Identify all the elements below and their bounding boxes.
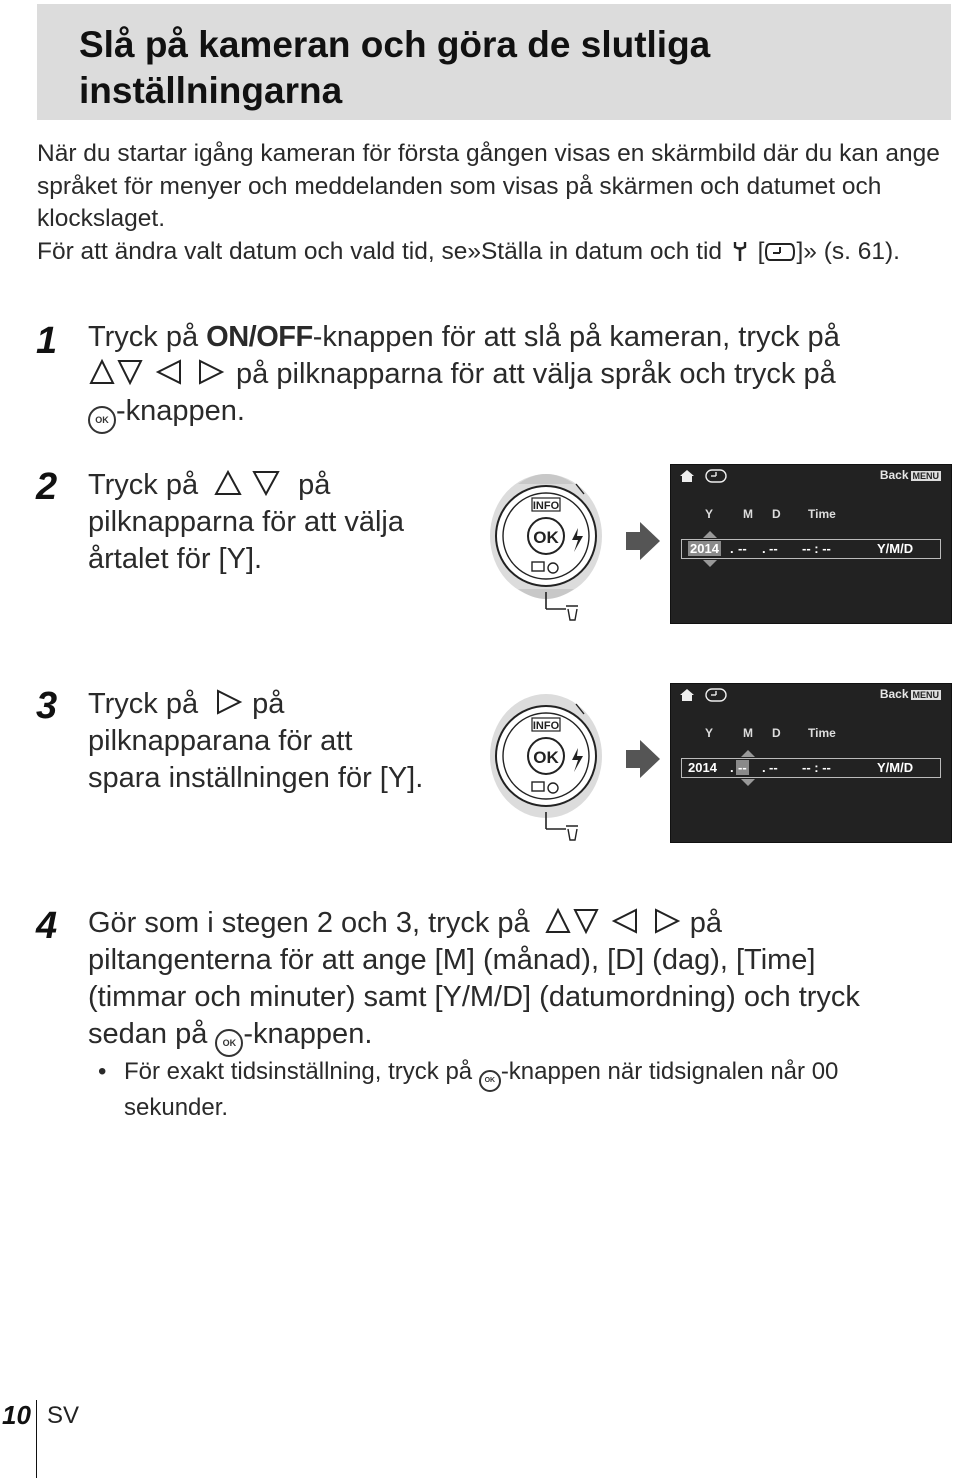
intro-paragraph-1: När du startar igång kameran för första gången visas en skärmbild där du kan ange språket för menyer och meddelanden som visas på skärmen och datumet och klockslaget. — [37, 140, 940, 232]
order-value: Y/M/D — [877, 541, 914, 556]
step-4-text: Gör som i stegen 2 och 3, tryck på på piltangenterna för att ange [M] (månad), [D] (dag), [Time] (timmar och minuter) samt [Y/M/D] (datumordning) och tryck sedan på OK -knappen. — [88, 905, 938, 1057]
intro-page-ref: ]» (s. 61). — [796, 237, 900, 265]
on-off-key: ON/OFF — [206, 321, 313, 353]
ok-button-icon: OK — [215, 1029, 243, 1057]
footer-divider — [36, 1400, 37, 1478]
intro-date-text: För att ändra valt datum och vald tid, se»Ställa in datum och tid — [37, 237, 723, 265]
next-arrow-icon-2 — [626, 740, 660, 778]
month-value: -- — [738, 541, 747, 556]
control-dial-2 — [488, 684, 610, 844]
back-label: Back MENU — [879, 468, 939, 482]
date-screen-2 — [670, 683, 952, 843]
clock-icon — [764, 241, 796, 263]
down-indicator-icon — [741, 779, 755, 786]
time-value: -- : -- — [802, 760, 831, 775]
home-icon — [679, 688, 695, 702]
date-row-1: 2014 . -- . -- -- : -- Y/M/D — [681, 539, 941, 559]
time-value: -- : -- — [802, 541, 831, 556]
step-1-number: 1 — [36, 320, 58, 362]
date-screen-1 — [670, 464, 952, 624]
intro-paragraph-2: För att ändra valt datum och vald tid, se»Ställa in datum och tid [ ]» (s. 61). — [37, 237, 900, 265]
down-indicator-icon — [703, 560, 717, 567]
day-value: -- — [769, 760, 778, 775]
step-3-text: Tryck på på pilknapparana för att spara inställningen för [Y]. — [88, 688, 424, 794]
language-code: SV — [47, 1402, 80, 1429]
step-1-text: Tryck på ON/OFF-knappen för att slå på kameran, tryck på på pilknapparna för att välja språk och tryck på OK -knappen. — [88, 319, 928, 434]
step-2-text: Tryck på på pilknapparna för att välja årtalet för [Y]. — [88, 469, 404, 575]
page-number: 10 — [2, 1400, 31, 1430]
up-down-arrows-icon — [212, 469, 292, 497]
svg-text:INFO: INFO — [532, 720, 560, 732]
control-dial-1 — [488, 464, 610, 624]
bullet-dot: • — [98, 1058, 107, 1085]
bullet-text: För exakt tidsinställning, tryck på OK -knappen när tidsignalen når 00 sekunder. — [124, 1058, 839, 1121]
step-4-number: 4 — [36, 905, 58, 947]
label-time: Time — [808, 726, 836, 740]
label-m: M — [743, 726, 753, 740]
order-value: Y/M/D — [877, 760, 914, 775]
step-3-number: 3 — [36, 685, 58, 727]
label-y: Y — [705, 507, 714, 521]
label-m: M — [743, 507, 753, 521]
clock-icon — [705, 688, 727, 702]
intro-text — [37, 138, 942, 268]
arrow-keys-icon — [88, 358, 228, 386]
label-time: Time — [808, 507, 836, 521]
right-arrow-icon — [212, 688, 246, 716]
year-value: 2014 — [688, 760, 717, 775]
ok-button-icon: OK — [88, 406, 116, 434]
next-arrow-icon-1 — [626, 522, 660, 560]
date-row-2: 2014 . -- . -- -- : -- Y/M/D — [681, 758, 941, 778]
day-value: -- — [769, 541, 778, 556]
home-icon — [679, 469, 695, 483]
month-value: -- — [738, 760, 747, 775]
svg-text:OK: OK — [533, 528, 559, 547]
label-y: Y — [705, 726, 714, 740]
back-label: Back MENU — [879, 687, 939, 701]
label-d: D — [772, 507, 781, 521]
wrench-icon — [732, 240, 748, 262]
year-value: 2014 — [690, 541, 719, 556]
up-indicator-icon — [741, 750, 755, 757]
arrow-keys-icon — [544, 907, 684, 935]
svg-text:OK: OK — [533, 748, 559, 767]
page-title: Slå på kameran och göra de slutliga inställningarna — [79, 24, 711, 111]
step-2-number: 2 — [36, 466, 58, 508]
menu-button-label: MENU — [912, 471, 939, 481]
menu-button-label: MENU — [912, 690, 939, 700]
up-indicator-icon — [703, 531, 717, 538]
ok-button-icon: OK — [479, 1070, 501, 1092]
clock-icon — [705, 469, 727, 483]
label-d: D — [772, 726, 781, 740]
title-bar — [37, 4, 951, 120]
svg-text:INFO: INFO — [532, 500, 560, 512]
